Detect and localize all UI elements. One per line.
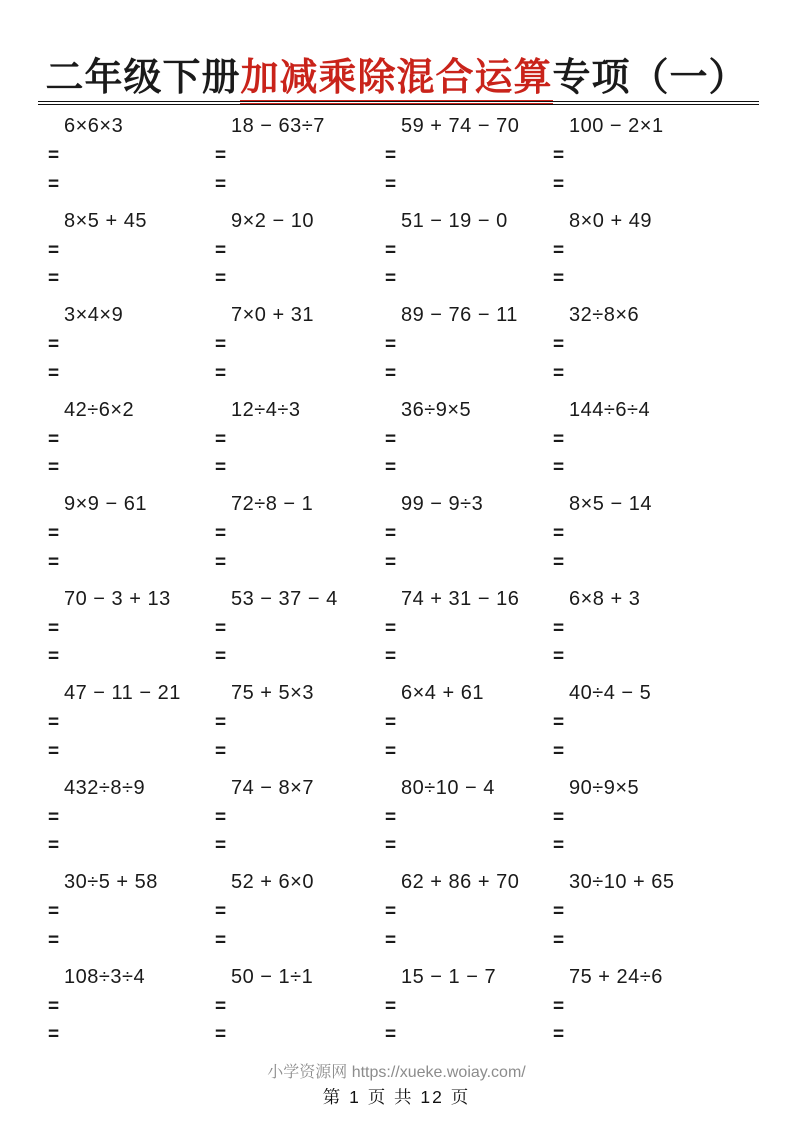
equals-line-2: = [48, 1024, 60, 1045]
problem-expression: 99 − 9÷3 [401, 493, 484, 515]
equals-line-1: = [48, 239, 60, 261]
problem-cell [215, 488, 385, 583]
equals-line-2: = [553, 268, 565, 289]
footer-page-number: 第 1 页 共 12 页 [322, 1087, 471, 1107]
problem-expression: 7×0 + 31 [231, 304, 314, 326]
equals-line-2: = [553, 551, 565, 573]
problem-cell [553, 110, 778, 205]
equals-line-2: = [553, 646, 565, 667]
equals-line-2: = [215, 1024, 227, 1045]
equals-line-1: = [48, 995, 60, 1017]
problem-cell [215, 394, 385, 489]
problem-cell [385, 205, 553, 300]
equals-line-2: = [48, 457, 60, 478]
title-suffix: 专项（一） [552, 57, 748, 99]
equals-line-1: = [553, 145, 565, 166]
problem-cell [215, 961, 385, 1056]
problem-expression: 53 − 37 − 4 [231, 587, 338, 610]
page-title [0, 46, 793, 101]
equals-line-1: = [215, 995, 227, 1017]
problem-cell [385, 488, 553, 583]
equals-line-2: = [215, 646, 227, 667]
problem-cell [215, 110, 385, 205]
problem-expression: 36÷9×5 [401, 398, 472, 421]
problem-expression: 9×9 − 61 [64, 493, 147, 515]
problem-cell [385, 583, 553, 678]
equals-line-1: = [385, 334, 397, 355]
problem-cell [553, 299, 778, 394]
equals-line-2: = [48, 740, 60, 762]
problem-expression: 72÷8 − 1 [231, 493, 314, 515]
problem-expression: 15 − 1 − 7 [401, 965, 497, 988]
equals-line-2: = [553, 1024, 565, 1045]
problem-expression: 30÷10 + 65 [569, 871, 675, 893]
equals-line-1: = [553, 334, 565, 355]
problem-expression: 89 − 76 − 11 [401, 304, 518, 326]
equals-line-2: = [385, 646, 397, 667]
problem-cell [553, 677, 778, 772]
equals-line-1: = [215, 901, 227, 922]
problem-cell [215, 299, 385, 394]
problem-expression: 8×0 + 49 [569, 209, 652, 232]
equals-line-2: = [215, 362, 227, 384]
equals-line-1: = [385, 995, 397, 1017]
problem-expression: 62 + 86 + 70 [401, 871, 520, 893]
equals-line-2: = [48, 173, 60, 195]
problem-cell [385, 866, 553, 961]
problem-cell [215, 866, 385, 961]
problem-cell [48, 110, 215, 205]
problem-expression: 32÷8×6 [569, 304, 640, 326]
equals-line-1: = [553, 806, 565, 828]
equals-line-2: = [385, 551, 397, 573]
problem-cell [48, 961, 215, 1056]
problem-expression: 12÷4÷3 [231, 398, 301, 421]
equals-line-1: = [385, 428, 397, 450]
problem-expression: 6×8 + 3 [569, 587, 641, 610]
equals-line-2: = [385, 835, 397, 856]
equals-line-1: = [553, 901, 565, 922]
problem-cell [553, 488, 778, 583]
equals-line-2: = [48, 929, 60, 951]
problem-expression: 74 − 8×7 [231, 776, 314, 799]
problem-expression: 74 + 31 − 16 [401, 587, 520, 610]
problem-expression: 47 − 11 − 21 [64, 682, 181, 704]
problem-cell [553, 866, 778, 961]
equals-line-1: = [215, 145, 227, 166]
problem-expression: 51 − 19 − 0 [401, 209, 508, 232]
equals-line-1: = [215, 806, 227, 828]
problem-expression: 144÷6÷4 [569, 398, 651, 421]
problem-expression: 59 + 74 − 70 [401, 115, 520, 137]
equals-line-1: = [385, 806, 397, 828]
equals-line-2: = [215, 740, 227, 762]
equals-line-1: = [48, 145, 60, 166]
problem-expression: 9×2 − 10 [231, 209, 314, 232]
problem-expression: 50 − 1÷1 [231, 965, 314, 988]
equals-line-2: = [48, 551, 60, 573]
equals-line-1: = [48, 712, 60, 733]
title-divider [38, 101, 759, 105]
equals-line-1: = [385, 712, 397, 733]
problem-cell [215, 205, 385, 300]
equals-line-2: = [553, 362, 565, 384]
equals-line-1: = [553, 523, 565, 544]
equals-line-1: = [48, 523, 60, 544]
equals-line-2: = [553, 835, 565, 856]
problem-expression: 75 + 5×3 [231, 682, 314, 704]
problem-expression: 8×5 − 14 [569, 493, 652, 515]
problem-expression: 80÷10 − 4 [401, 776, 495, 799]
equals-line-1: = [215, 428, 227, 450]
problem-expression: 108÷3÷4 [64, 965, 146, 988]
problem-cell [215, 772, 385, 867]
problem-cell [385, 677, 553, 772]
equals-line-1: = [553, 428, 565, 450]
equals-line-2: = [385, 457, 397, 478]
equals-line-2: = [553, 740, 565, 762]
problem-expression: 90÷9×5 [569, 776, 640, 799]
equals-line-2: = [553, 929, 565, 951]
problem-expression: 40÷4 − 5 [569, 682, 652, 704]
problem-expression: 100 − 2×1 [569, 115, 664, 137]
footer-source-link: 小学资源网 https://xueke.woiay.com/ [267, 1064, 526, 1081]
equals-line-1: = [553, 617, 565, 639]
equals-line-1: = [385, 901, 397, 922]
equals-line-2: = [215, 173, 227, 195]
problem-cell [553, 394, 778, 489]
problem-cell [385, 961, 553, 1056]
problem-expression: 8×5 + 45 [64, 209, 147, 232]
equals-line-2: = [385, 268, 397, 289]
equals-line-1: = [215, 334, 227, 355]
problem-cell [48, 583, 215, 678]
equals-line-1: = [215, 712, 227, 733]
equals-line-1: = [553, 712, 565, 733]
title-prefix: 二年级下册 [45, 57, 241, 99]
problem-expression: 52 + 6×0 [231, 871, 314, 893]
problem-expression: 75 + 24÷6 [569, 965, 663, 988]
equals-line-1: = [48, 334, 60, 355]
equals-line-1: = [48, 617, 60, 639]
problem-cell [553, 583, 778, 678]
equals-line-1: = [48, 806, 60, 828]
equals-line-2: = [48, 646, 60, 667]
equals-line-1: = [385, 523, 397, 544]
equals-line-1: = [385, 145, 397, 166]
problem-cell [385, 299, 553, 394]
problem-cell [48, 677, 215, 772]
equals-line-1: = [215, 239, 227, 261]
problem-expression: 3×4×9 [64, 304, 124, 326]
equals-line-1: = [385, 239, 397, 261]
equals-line-2: = [48, 835, 60, 856]
problem-cell [215, 583, 385, 678]
equals-line-2: = [385, 929, 397, 951]
problem-cell [48, 772, 215, 867]
problem-cell [385, 110, 553, 205]
equals-line-1: = [48, 428, 60, 450]
problem-cell [48, 488, 215, 583]
equals-line-2: = [215, 268, 227, 289]
problem-expression: 6×4 + 61 [401, 682, 484, 704]
problem-cell [385, 394, 553, 489]
equals-line-1: = [215, 523, 227, 544]
equals-line-1: = [215, 617, 227, 639]
equals-line-2: = [48, 362, 60, 384]
equals-line-2: = [385, 173, 397, 195]
equals-line-2: = [385, 740, 397, 762]
problem-cell [48, 866, 215, 961]
equals-line-1: = [553, 995, 565, 1017]
equals-line-1: = [553, 239, 565, 261]
equals-line-2: = [553, 457, 565, 478]
problem-expression: 42÷6×2 [64, 398, 135, 421]
problem-cell [215, 677, 385, 772]
problem-expression: 432÷8÷9 [64, 776, 146, 799]
equals-line-2: = [385, 1024, 397, 1045]
equals-line-2: = [48, 268, 60, 289]
equals-line-2: = [385, 362, 397, 384]
equals-line-1: = [385, 617, 397, 639]
equals-line-1: = [48, 901, 60, 922]
problem-cell [48, 394, 215, 489]
title-highlight: 加减乘除混合运算 [240, 57, 552, 105]
problem-expression: 18 − 63÷7 [231, 115, 325, 137]
problem-expression: 70 − 3 + 13 [64, 587, 171, 610]
problem-expression: 6×6×3 [64, 115, 124, 137]
equals-line-2: = [215, 835, 227, 856]
problem-cell [553, 961, 778, 1056]
equals-line-2: = [553, 173, 565, 195]
problem-cell [48, 205, 215, 300]
equals-line-2: = [215, 929, 227, 951]
problem-cell [553, 772, 778, 867]
problem-cell [385, 772, 553, 867]
page-footer [0, 1059, 793, 1109]
problem-expression: 30÷5 + 58 [64, 871, 158, 893]
problems-grid [48, 110, 778, 1055]
equals-line-2: = [215, 551, 227, 573]
equals-line-2: = [215, 457, 227, 478]
problem-cell [48, 299, 215, 394]
problem-cell [553, 205, 778, 300]
